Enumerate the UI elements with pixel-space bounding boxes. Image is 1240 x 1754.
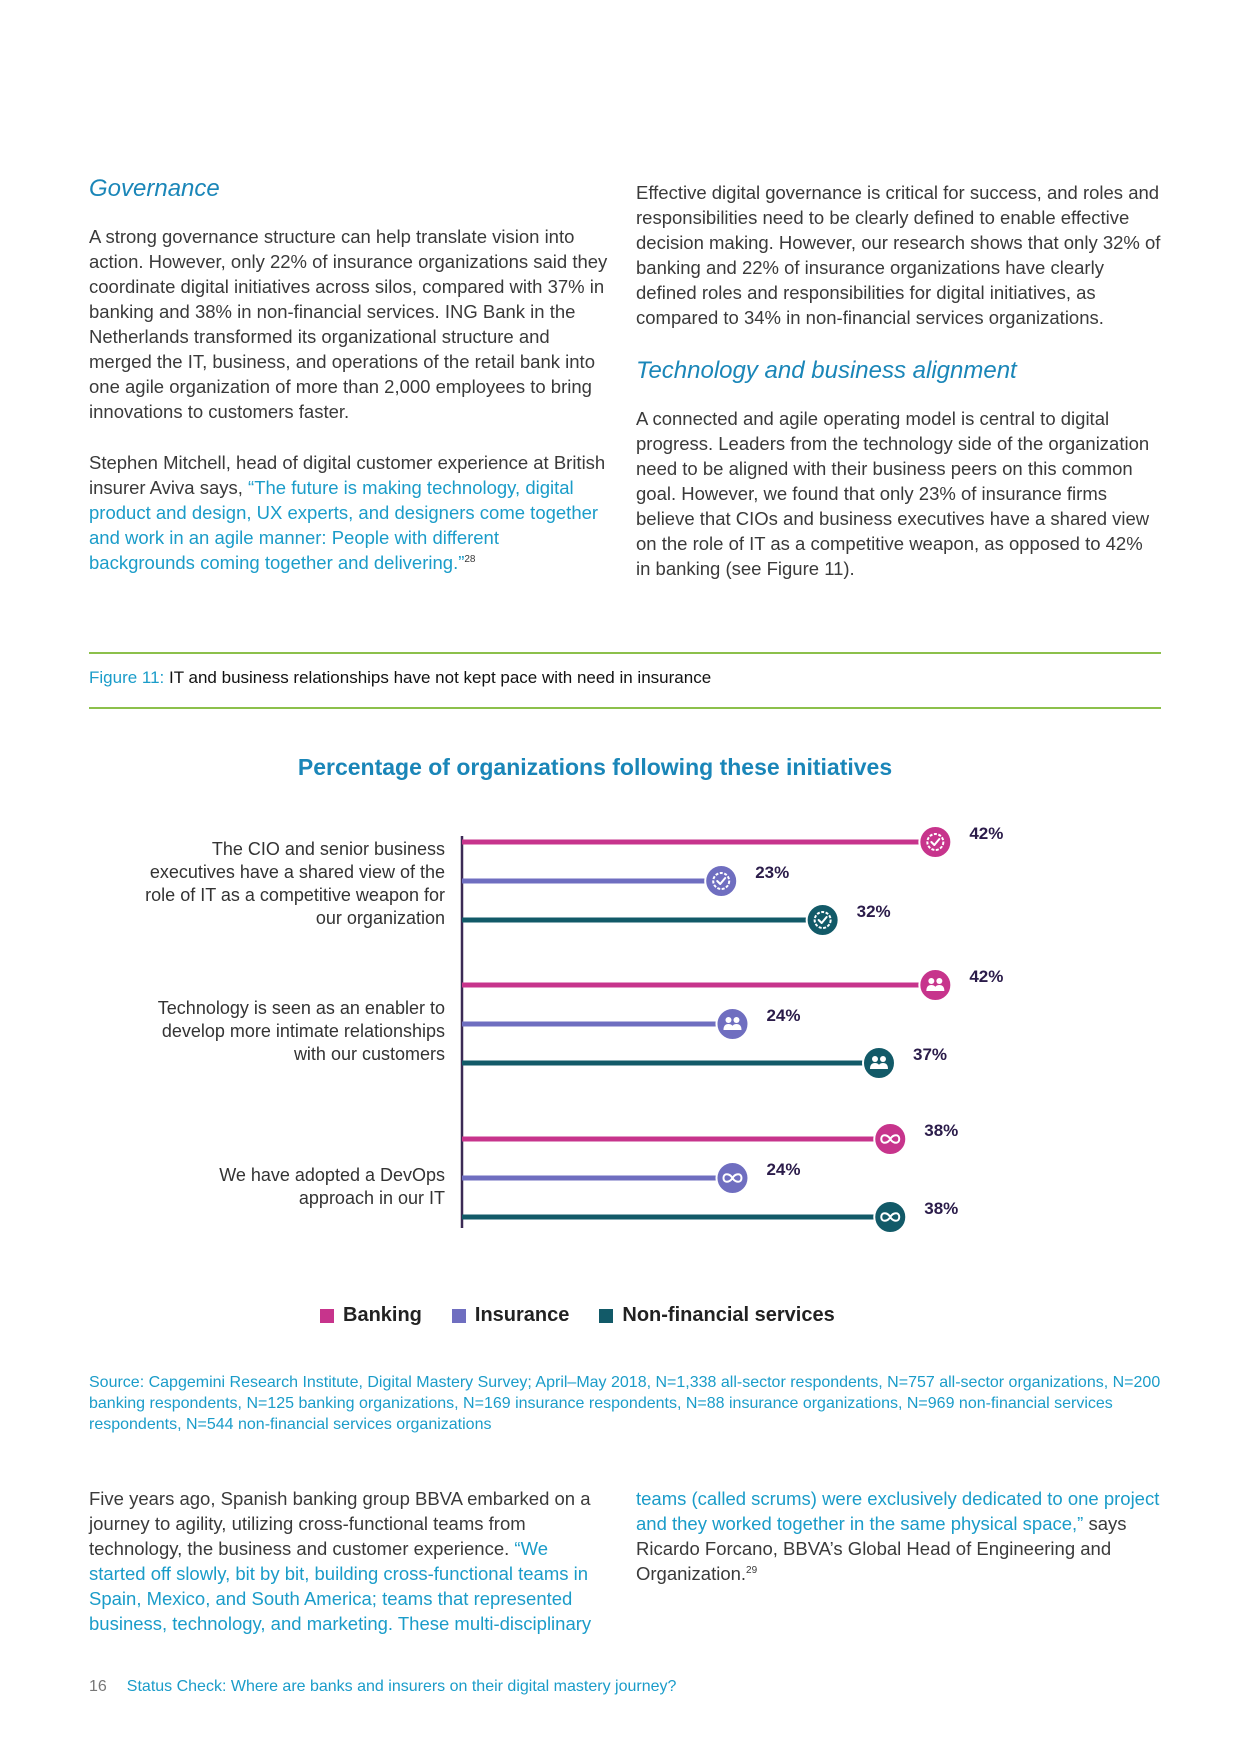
data-label-banking-2: 42%: [969, 967, 1004, 986]
data-label-banking-3: 38%: [924, 1121, 959, 1140]
marker-banking-1: [919, 826, 951, 858]
chart-legend: [320, 1304, 835, 1327]
data-label-nonfinancial-3: 38%: [924, 1199, 959, 1218]
page-number: 16: [89, 1678, 107, 1695]
legend-banking: [320, 1304, 422, 1327]
chart-title: Percentage of organizations following these initiatives: [297, 754, 893, 780]
data-label-insurance-3: 24%: [766, 1160, 801, 1179]
category-label-3: We have adopted a DevOps approach in our IT: [219, 1165, 445, 1208]
category-label-1: The CIO and senior business executives have a shared view of the role of IT as a competitive weapon for our organization: [145, 839, 445, 928]
page-footer: [89, 1678, 676, 1696]
legend-label-nonfinancial: Non-financial services: [622, 1304, 835, 1326]
legend-nonfinancial: [599, 1304, 834, 1327]
data-label-insurance-1: 23%: [755, 863, 790, 882]
marker-insurance-1: [705, 865, 737, 897]
footer-title: Status Check: Where are banks and insurers on their digital mastery journey?: [126, 1678, 677, 1695]
bbva-quote-part2: teams (called scrums) were exclusively dedicated to one project and they worked together in the same physical space,”: [636, 1488, 1160, 1534]
governance-paragraph: A strong governance structure can help translate vision into action. However, only 22% of insurance organizations said they coordinate digital initiatives across silos, compared with 37% in banking and 38% in non-financial services. ING Bank in the Netherlands transformed its organizational structure and merged the IT, business, and operations of the retail bank into one agile organization of more than 2,000 employees to bring innovations to customers faster.: [89, 226, 608, 422]
data-label-nonfinancial-1: 32%: [856, 902, 891, 921]
alignment-paragraph: A connected and agile operating model is central to digital progress. Leaders from the technology side of the organization need to be aligned with their business peers on this common goal. However, we found that only 23% of insurance firms believe that CIOs and business executives have a shared view on the role of IT as a competitive weapon, as opposed to 42% in banking (see Figure 11).: [636, 408, 1150, 579]
figure-number: Figure 11:: [89, 668, 165, 687]
legend-label-banking: Banking: [343, 1304, 422, 1326]
bbva-paragraph-right: [636, 1486, 1161, 1586]
chart-source: Source: Capgemini Research Institute, Digital Mastery Survey; April–May 2018, N=1,338 all-sector respondents, N=757 all-sector organizations, N=200 banking respondents, N=125 banking organizations, N=169 insurance respondents, N=88 insurance organizations, N=969 non-financial services respondents, N=544 non-financial services organizations: [89, 1374, 1161, 1433]
bbva-quote-part1: “We started off slowly, bit by bit, building cross-functional teams in Spain, Mexico, and South America; teams that represented business, technology, and marketing. These multi-disciplinary: [89, 1538, 592, 1634]
alignment-heading: Technology and business alignment: [636, 357, 1017, 384]
data-label-banking-1: 42%: [969, 824, 1004, 843]
digital-governance-paragraph: Effective digital governance is critical for success, and roles and responsibilities need to be clearly defined to enable effective decision making. However, our research shows that only 32% of banking and 22% of insurance organizations have clearly defined roles and responsibilities for digital initiatives, as compared to 34% in non-financial services organizations.: [636, 182, 1161, 328]
marker-nonfinancial-1: [807, 904, 839, 936]
category-label-2: Technology is seen as an enabler to develop more intimate relationships with our customers: [157, 998, 445, 1064]
bbva-attribution: says Ricardo Forcano, BBVA’s Global Head of Engineering and Organization.: [636, 1513, 1127, 1584]
governance-heading: Governance: [89, 175, 220, 202]
data-label-insurance-2: 24%: [766, 1006, 801, 1025]
legend-swatch-nonfinancial: [599, 1309, 613, 1323]
footnote-ref-29: 29: [746, 1564, 758, 1576]
marker-insurance-2: [716, 1008, 748, 1040]
legend-insurance: [452, 1304, 569, 1327]
bbva-paragraph-left: [89, 1486, 609, 1636]
aviva-quote: “The future is making technology, digital product and design, UX experts, and designers come together and work in an agile manner: People with different backgrounds coming together and delivering.”: [89, 477, 599, 573]
data-label-nonfinancial-2: 37%: [912, 1045, 948, 1064]
legend-label-insurance: Insurance: [474, 1304, 570, 1326]
footnote-ref-28: 28: [464, 553, 476, 565]
marker-banking-2: [919, 969, 951, 1001]
aviva-intro: Stephen Mitchell, head of digital customer experience at British insurer Aviva says,: [89, 452, 606, 498]
marker-nonfinancial-2: [863, 1047, 895, 1079]
legend-swatch-insurance: [452, 1309, 466, 1323]
legend-swatch-banking: [320, 1309, 334, 1323]
bbva-intro: Five years ago, Spanish banking group BBVA embarked on a journey to agility, utilizing cross-functional teams from technology, the business and customer experience.: [89, 1488, 591, 1559]
figure-caption-text: IT and business relationships have not kept pace with need in insurance: [164, 668, 712, 687]
